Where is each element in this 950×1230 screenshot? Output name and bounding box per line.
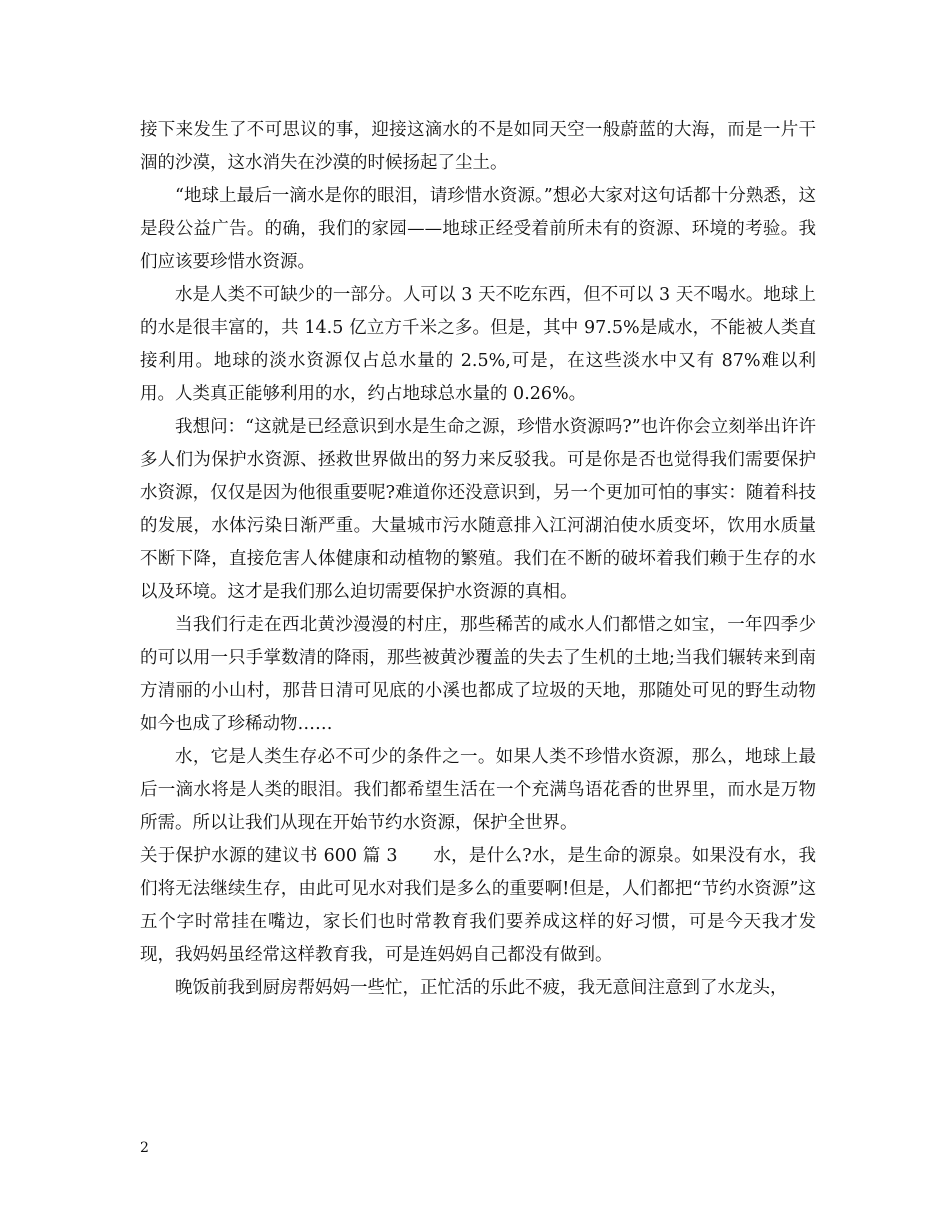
paragraph-5: 当我们行走在西北黄沙漫漫的村庄，那些稀苦的咸水人们都惜之如宝，一年四季少的可以用一只手掌数清的降雨，那些被黄沙覆盖的失去了生机的土地;当我们辗转来到南方清丽的小山村，那昔日清可见底的小溪也都成了垃圾的天地，那随处可见的野生动物如今也成了珍稀动物…… [140, 615, 816, 734]
paragraph-6: 水，它是人类生存必不可少的条件之一。如果人类不珍惜水资源，那么，地球上最后一滴水将是人类的眼泪。我们都希望生活在一个充满鸟语花香的世界里，而水是万物所需。所以让我们从现在开始节约水资源，保护全世界。 [140, 747, 816, 833]
page-number: 2 [140, 1140, 149, 1156]
paragraph-4: 我想问：“这就是已经意识到水是生命之源，珍惜水资源吗?”也许你会立刻举出许许多人们为保护水资源、拯救世界做出的努力来反驳我。可是你是否也觉得我们需要保护水资源，仅仅是因为他很重要呢?难道你还没意识到，另一个更加可怕的事实：随着科技的发展，水体污染日渐严重。大量城市污水随意排入江河湖泊使水质变坏，饮用水质量不断下降，直接危害人体健康和动植物的繁殖。我们在不断的破坏着我们赖于生存的水以及环境。这才是我们那么迫切需要保护水资源的真相。 [140, 417, 816, 602]
paragraph-7: 关于保护水源的建议书 600 篇 3 水，是什么?水，是生命的源泉。如果没有水，我们将无法继续生存，由此可见水对我们是多么的重要啊!但是，人们都把“节约水资源”这五个字时常挂在嘴边，家长们也时常教育我们要养成这样的好习惯，可是今天我才发现，我妈妈虽经常这样教育我，可是连妈妈自己都没有做到。 [140, 846, 816, 965]
paragraph-1: 接下来发生了不可思议的事，迎接这滴水的不是如同天空一般蔚蓝的大海，而是一片干涸的沙漠，这水消失在沙漠的时候扬起了尘土。 [140, 120, 816, 173]
paragraph-8: 晚饭前我到厨房帮妈妈一些忙，正忙活的乐此不疲，我无意间注意到了水龙头， [175, 978, 788, 998]
paragraph-2: “地球上最后一滴水是你的眼泪，请珍惜水资源。”想必大家对这句话都十分熟悉，这是段公益广告。的确，我们的家园——地球正经受着前所未有的资源、环境的考验。我们应该要珍惜水资源。 [140, 186, 816, 272]
document-body [140, 114, 816, 1005]
paragraph-3: 水是人类不可缺少的一部分。人可以 3 天不吃东西，但不可以 3 天不喝水。地球上的水是很丰富的，共 14.5 亿立方千米之多。但是，其中 97.5%是咸水，不能被人类直接利用。地球的淡水资源仅占总水量的 2.5%,可是，在这些淡水中又有 87%难以利用。人类真正能够利用的水，约占地球总水量的 0.26%。 [140, 285, 816, 404]
